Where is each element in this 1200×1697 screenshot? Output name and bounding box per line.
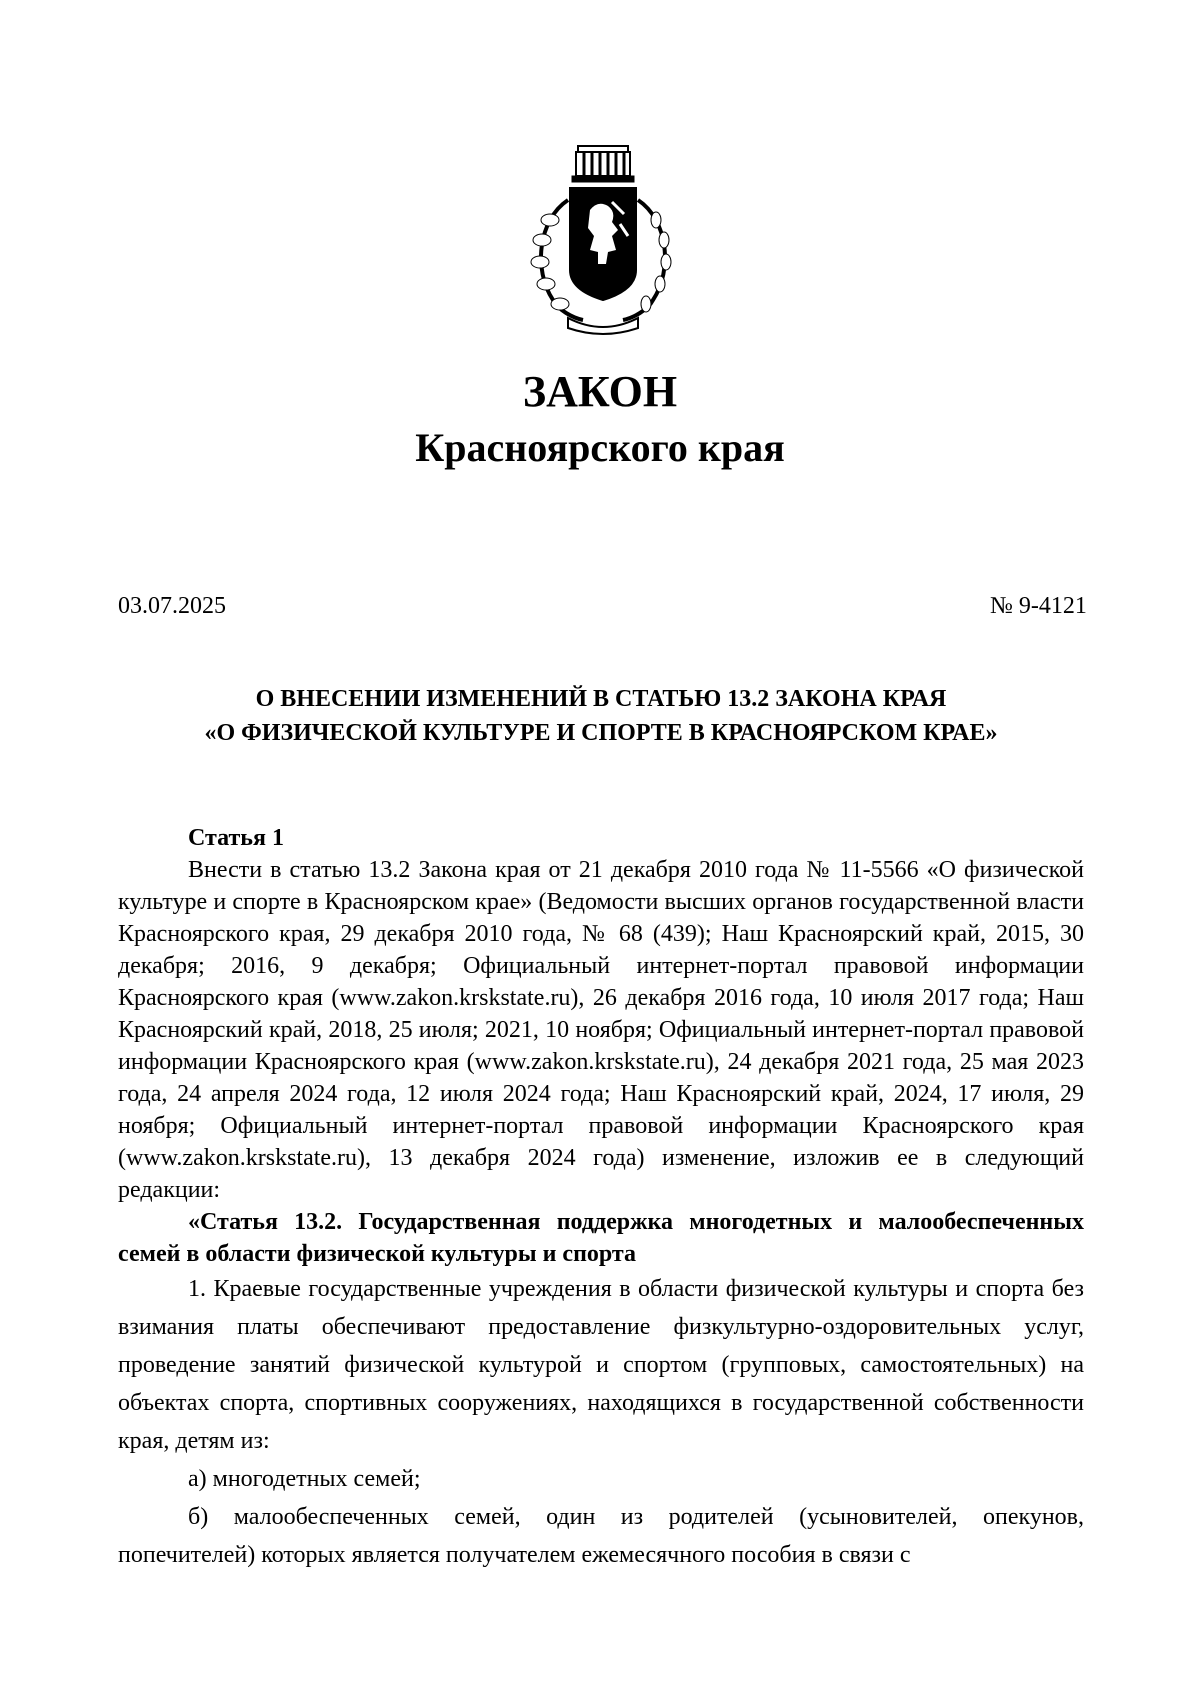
new-article-heading: «Статья 13.2. Государственная поддержка многодетных и малообеспеченных семей в области физической культуры и спорта <box>118 1209 1084 1267</box>
law-title-line-1: О ВНЕСЕНИИ ИЗМЕНЕНИЙ В СТАТЬЮ 13.2 ЗАКОНА КРАЯ <box>255 686 947 712</box>
krasnoyarsk-krai-coat-of-arms-icon <box>528 140 678 340</box>
article-heading: Статья 1 <box>188 825 284 851</box>
document-body <box>118 822 1084 1574</box>
region-heading: Красноярского края <box>415 425 785 470</box>
law-number: № 9-4121 <box>990 593 1087 619</box>
law-title-line-2: «О ФИЗИЧЕСКОЙ КУЛЬТУРЕ И СПОРТЕ В КРАСНОЯРСКОМ КРАЕ» <box>204 720 998 746</box>
item-a-paragraph: а) многодетных семей; <box>188 1466 421 1492</box>
law-date: 03.07.2025 <box>118 593 226 619</box>
article-intro-paragraph: Внести в статью 13.2 Закона края от 21 декабря 2010 года № 11-5566 «О физической культуре и спорте в Красноярском крае» (Ведомости высших органов государственной власти Красноярского края, 29 декабря 2010 года, № 68 (439); Наш Красноярский край, 2015, 30 декабря; 2016, 9 декабря; Официальный интернет-портал правовой информации Красноярского края (www.zakon.krskstate.ru), 26 декабря 2016 года, 10 июля 2017 года; Наш Красноярский край, 2018, 25 июля; 2021, 10 ноября; Официальный интернет-портал правовой информации Красноярского края (www.zakon.krskstate.ru), 24 декабря 2021 года, 25 мая 2023 года, 24 апреля 2024 года, 12 июля 2024 года; Наш Красноярский край, 2024, 17 июля, 29 ноября; Официальный интернет-портал правовой информации Красноярского края (www.zakon.krskstate.ru), 13 декабря 2024 года) изменение, изложив ее в следующий редакции: <box>118 857 1084 1203</box>
law-heading: ЗАКОН <box>522 367 678 416</box>
law-title <box>118 682 1084 750</box>
point-1-paragraph: 1. Краевые государственные учреждения в области физической культуры и спорта без взимания платы обеспечивают предоставление физкультурно-оздоровительных услуг, проведение занятий физической культурой и спортом (групповых, самостоятельных) на объектах спорта, спортивных сооружениях, находящихся в государственной собственности края, детям из: <box>118 1276 1084 1454</box>
item-b-paragraph: б) малообеспеченных семей, один из родителей (усыновителей, опекунов, попечителей) которых является получателем ежемесячного пособия в связи с <box>118 1504 1084 1568</box>
